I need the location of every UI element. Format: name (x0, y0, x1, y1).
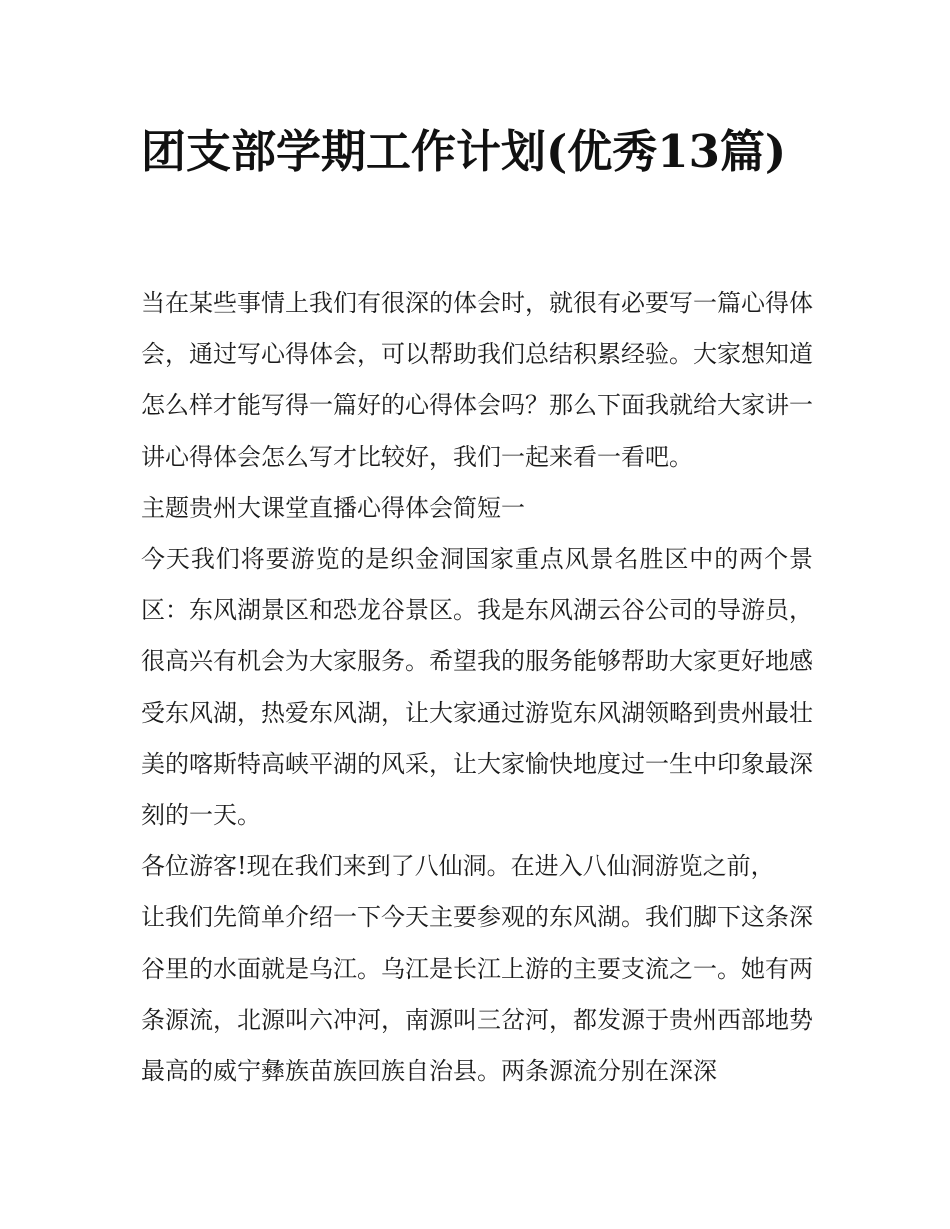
document-title: 团支部学期工作计划(优秀13篇) (141, 125, 787, 178)
paragraph-subheading: 主题贵州大课堂直播心得体会简短一 (141, 493, 525, 522)
paragraph-scenic-area: 今天我们将要游览的是织金洞国家重点风景名胜区中的两个景区：东风湖景区和恐龙谷景区。我是东风湖云谷公司的导游员，很高兴有机会为大家服务。希望我的服务能够帮助大家更好地感受东风湖，热爱东风湖，让大家通过游览东风湖领略到贵州最壮美的喀斯特高峡平湖的风采，让大家愉快地度过一生中印象最深刻的一天。 (141, 545, 813, 830)
paragraph-baxian-cave: 各位游客!现在我们来到了八仙洞。在进入八仙洞游览之前， (141, 852, 775, 881)
paragraph-wujiang: 让我们先简单介绍一下今天主要参观的东风湖。我们脚下这条深谷里的水面就是乌江。乌江是长江上游的主要支流之一。她有两条源流，北源叫六冲河，南源叫三岔河，都发源于贵州西部地势最高的威宁彝族苗族回族自治县。两条源流分别在深深 (141, 903, 813, 1086)
paragraph-intro: 当在某些事情上我们有很深的体会时，就很有必要写一篇心得体会，通过写心得体会，可以帮助我们总结积累经验。大家想知道怎么样才能写得一篇好的心得体会吗？那么下面我就给大家讲一讲心得体会怎么写才比较好，我们一起来看一看吧。 (141, 289, 813, 471)
document-body (141, 278, 813, 1097)
